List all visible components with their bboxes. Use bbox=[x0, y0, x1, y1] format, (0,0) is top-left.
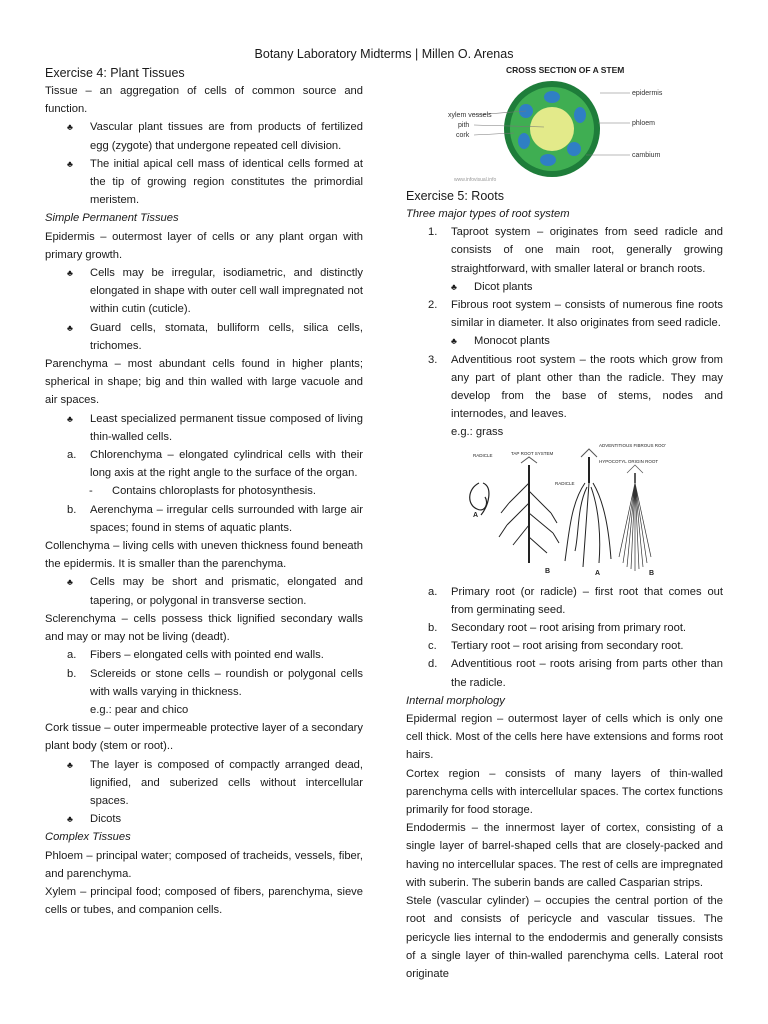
phloem-definition: Phloem – principal water; composed of tracheids, vessels, fiber, and parenchyma. bbox=[45, 849, 363, 880]
list-item: 1. Taproot system – originates from seed radicle and consists of one main root, generally growing straightforward, with smaller lateral or branch roots. bbox=[428, 226, 723, 275]
exercise-5-title: Exercise 5: Roots bbox=[406, 189, 504, 203]
sclerenchyma-definition: Sclerenchyma – cells possess thick lignified secondary walls and may or may not be living (deadt). bbox=[45, 612, 363, 644]
club-bullet-icon: ♣ bbox=[67, 122, 73, 133]
parenchyma-definition: Parenchyma – most abundant cells found in higher plants; spherical in shape; big and thin walled with large vacuole and air spaces. bbox=[45, 358, 363, 407]
list-item: ♣ Least specialized permanent tissue composed of living thin-walled cells. bbox=[45, 410, 363, 446]
list-item: 3. Adventitious root system – the roots which grow from any part of plant other than the radicle. They may develop from the base of stems, nodes and internodes, and leaves. bbox=[428, 353, 723, 421]
list-item: ♣ Cells may be short and prismatic, elongated and tapering, or polygonal in transverse section. bbox=[45, 573, 363, 609]
club-bullet-icon: ♣ bbox=[67, 413, 73, 424]
list-item: d. Adventitious root – roots arising from parts other than the radicle. bbox=[428, 658, 723, 689]
list-item: ♣ Dicot plants bbox=[406, 278, 723, 296]
epidermis-definition: Epidermis – outermost layer of cells or any plant organ with primary growth. bbox=[45, 230, 363, 261]
list-item: c. Tertiary root – root arising from secondary root. bbox=[428, 640, 684, 653]
exercise-4-title: Exercise 4: Plant Tissues bbox=[45, 66, 185, 80]
left-column bbox=[45, 64, 363, 919]
root-types-heading: Three major types of root system bbox=[406, 208, 570, 220]
tissue-definition: Tissue – an aggregation of cells of common source and function. bbox=[45, 85, 363, 116]
club-bullet-icon: ♣ bbox=[451, 336, 457, 347]
sclereids-example: e.g.: pear and chico bbox=[90, 703, 189, 716]
taproot-label: TAP ROOT SYSTEM bbox=[511, 451, 554, 456]
radicle-label-2: RADICLE bbox=[555, 481, 575, 486]
club-bullet-icon: ♣ bbox=[67, 814, 73, 825]
xylem-definition: Xylem – principal food; composed of fibers, parenchyma, sieve cells or tubes, and companion cells. bbox=[45, 885, 363, 917]
epidermal-region: Epidermal region – outermost layer of cells which is only one cell thick. Most of the cells here have extensions and forms root hairs. bbox=[406, 713, 723, 762]
figure-credit: www.infovisual.info bbox=[454, 177, 497, 183]
club-bullet-icon: ♣ bbox=[67, 759, 73, 770]
club-bullet-icon: ♣ bbox=[451, 281, 457, 292]
internal-morphology-heading: Internal morphology bbox=[406, 694, 505, 707]
list-item: b. Secondary root – root arising from primary root. bbox=[428, 622, 687, 635]
list-item: ♣ The layer is composed of compactly arranged dead, lignified, and suberized cells without intercellular spaces. bbox=[45, 756, 363, 811]
complex-tissues-heading: Complex Tissues bbox=[45, 831, 131, 844]
pith-label: pith bbox=[458, 122, 470, 129]
epidermis-label: epidermis bbox=[632, 90, 663, 97]
label-a2: A bbox=[595, 570, 601, 577]
list-item: ♣ Vascular plant tissues are from products of fertilized egg (zygote) that undergone repeated cell division. bbox=[45, 118, 363, 154]
hypocotyl-label: HYPOCOTYL ORIGIN ROOT bbox=[599, 459, 659, 464]
endodermis: Endodermis – the innermost layer of cortex, consisting of a single layer of barrel-shaped cells that are closely-packed and having no intercellular spaces. The rest of cells are impregnated with suberin. The suberin bands are called Casparian strips. bbox=[406, 822, 723, 889]
list-item: a. Primary root (or radicle) – first root that comes out from germinating seed. bbox=[428, 585, 723, 616]
list-item: 2. Fibrous root system – consists of numerous fine roots similar in diameter. It also originates from seed radicle. bbox=[428, 299, 723, 330]
list-item: ♣ Cells may be irregular, isodiametric, and distinctly elongated in shape with outer cell wall impregnated not within cutin (cuticle). bbox=[45, 264, 363, 319]
list-item: ♣ Monocot plants bbox=[406, 332, 723, 350]
label-b1: B bbox=[545, 568, 551, 575]
phloem-label: phloem bbox=[632, 120, 655, 127]
cambium-label: cambium bbox=[632, 152, 661, 159]
list-item: - Contains chloroplasts for photosynthesis. bbox=[89, 485, 316, 498]
list-item: ♣ Guard cells, stomata, bulliform cells, silica cells, trichomes. bbox=[45, 319, 363, 355]
cork-definition: Cork tissue – outer impermeable protective layer of a secondary plant body (stem or root).. bbox=[45, 722, 363, 753]
right-column bbox=[406, 187, 723, 983]
list-item: a. Fibers – elongated cells with pointed end walls. bbox=[67, 649, 324, 662]
stem-cross-section-figure bbox=[448, 63, 677, 185]
club-bullet-icon: ♣ bbox=[67, 268, 73, 279]
list-item: ♣ Dicots bbox=[45, 810, 363, 828]
label-b2: B bbox=[649, 570, 655, 577]
pith-circle bbox=[530, 107, 574, 151]
label-a1: A bbox=[473, 512, 479, 519]
stele: Stele (vascular cylinder) – occupies the central portion of the root and consists of pericycle and vascular tissues. The pericycle lies internal to the endodermis and generally consists of a single layer of thin-walled parenchyma cells. Lateral root originate bbox=[406, 895, 723, 980]
page-title: Botany Laboratory Midterms | Millen O. Arenas bbox=[254, 47, 514, 61]
root-systems-figure bbox=[459, 443, 666, 578]
simple-tissues-heading: Simple Permanent Tissues bbox=[45, 212, 179, 225]
figure-title: CROSS SECTION OF A STEM bbox=[506, 65, 625, 75]
club-bullet-icon: ♣ bbox=[67, 322, 73, 333]
list-item: a. Chlorenchyma – elongated cylindrical cells with their long axis at the right angle to the surface of the organ. bbox=[67, 449, 363, 480]
grass-example: e.g.: grass bbox=[451, 426, 504, 439]
radicle-label: RADICLE bbox=[473, 453, 493, 458]
list-item: b. Sclereids or stone cells – roundish or polygonal cells with walls varying in thickness. bbox=[67, 667, 363, 698]
collenchyma-definition: Collenchyma – living cells with uneven thickness found beneath the epidermis. It is smaller than the parenchyma. bbox=[45, 540, 363, 571]
club-bullet-icon: ♣ bbox=[67, 158, 73, 169]
list-item: b. Aerenchyma – irregular cells surrounded with large air spaces; found in stems of aquatic plants. bbox=[67, 503, 363, 534]
list-item: ♣ The initial apical cell mass of identical cells formed at the tip of growing region constitutes the primordial meristem. bbox=[45, 155, 363, 210]
club-bullet-icon: ♣ bbox=[67, 577, 73, 588]
xylem-label: xylem vessels bbox=[448, 112, 492, 119]
cortex-region: Cortex region – consists of many layers of thin-walled parenchyma cells with intercellular spaces. The cortex functions primarily for food storage. bbox=[406, 767, 723, 817]
adventitious-label: ADVENTITIOUS FIBROUS ROOT bbox=[599, 443, 666, 448]
cork-label: cork bbox=[456, 132, 470, 139]
